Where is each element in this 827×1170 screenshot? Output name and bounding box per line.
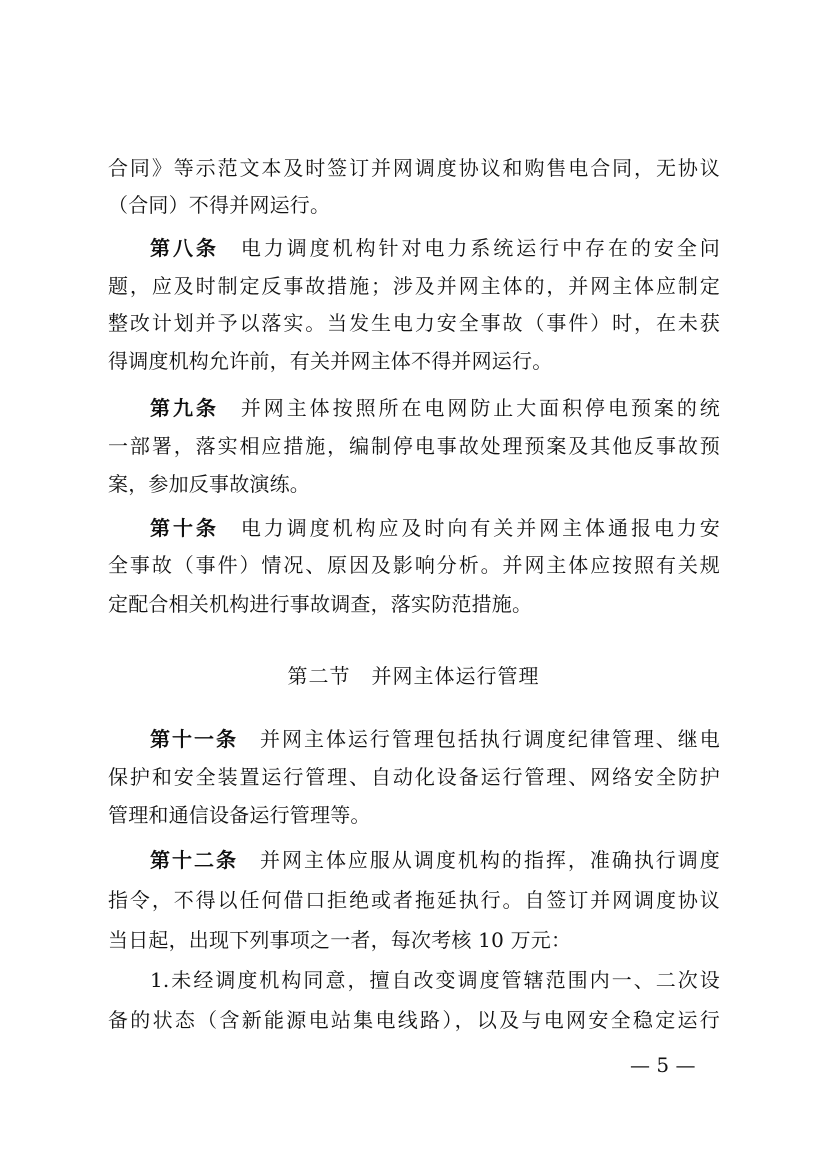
text-line: 并网主体按照所在电网防止大面积停电预案的统 — [240, 396, 720, 420]
text-line: 整改计划并予以落实。当发生电力安全事故（事件）时，在未获 — [108, 311, 720, 335]
text-line: 定配合相关机构进行事故调查，落实防范措施。 — [108, 592, 533, 616]
article-10-heading: 第十条 — [150, 516, 219, 540]
article-11-heading: 第十一条 — [150, 727, 238, 751]
article-8-heading: 第八条 — [150, 236, 219, 260]
text-line: 指令，不得以任何借口拒绝或者拖延执行。自签订并网调度协议 — [108, 888, 720, 912]
text-line: 备的状态（含新能源电站集电线路），以及与电网安全稳定运行 — [108, 1008, 720, 1032]
text-line: 并网主体应服从调度机构的指挥，准确执行调度 — [259, 848, 720, 872]
text-line: 得调度机构允许前，有关并网主体不得并网运行。 — [108, 349, 553, 373]
article-8-line — [150, 236, 720, 260]
text-line: 管理和通信设备运行管理等。 — [108, 803, 371, 827]
article-11-line — [150, 727, 720, 751]
text-line: 电力调度机构针对电力系统运行中存在的安全问 — [240, 236, 720, 260]
text-line: 当日起，出现下列事项之一者，每次考核 10 万元： — [108, 928, 572, 952]
article-9-heading: 第九条 — [150, 396, 219, 420]
text-line: 电力调度机构应及时向有关并网主体通报电力安 — [240, 516, 720, 540]
page-number: — 5 — — [630, 1053, 696, 1077]
text-line: 一部署，落实相应措施，编制停电事故处理预案及其他反事故预 — [108, 434, 720, 458]
text-line: 全事故（事件）情况、原因及影响分析。并网主体应按照有关规 — [108, 553, 720, 577]
text-line: 并网主体运行管理包括执行调度纪律管理、继电 — [259, 727, 720, 751]
section-heading: 第二节 并网主体运行管理 — [287, 664, 540, 688]
text-line: 1.未经调度机构同意，擅自改变调度管辖范围内一、二次设 — [150, 968, 720, 992]
text-line: （合同）不得并网运行。 — [108, 193, 331, 217]
article-9-line — [150, 396, 720, 420]
article-12-line — [150, 848, 720, 872]
text-line: 题，应及时制定反事故措施；涉及并网主体的，并网主体应制定 — [108, 274, 720, 298]
article-12-heading: 第十二条 — [150, 848, 238, 872]
text-line: 案，参加反事故演练。 — [108, 472, 310, 496]
text-line: 保护和安全装置运行管理、自动化设备运行管理、网络安全防护 — [108, 765, 720, 789]
article-10-line — [150, 516, 720, 540]
text-line: 合同》等示范文本及时签订并网调度协议和购售电合同，无协议 — [108, 156, 720, 180]
